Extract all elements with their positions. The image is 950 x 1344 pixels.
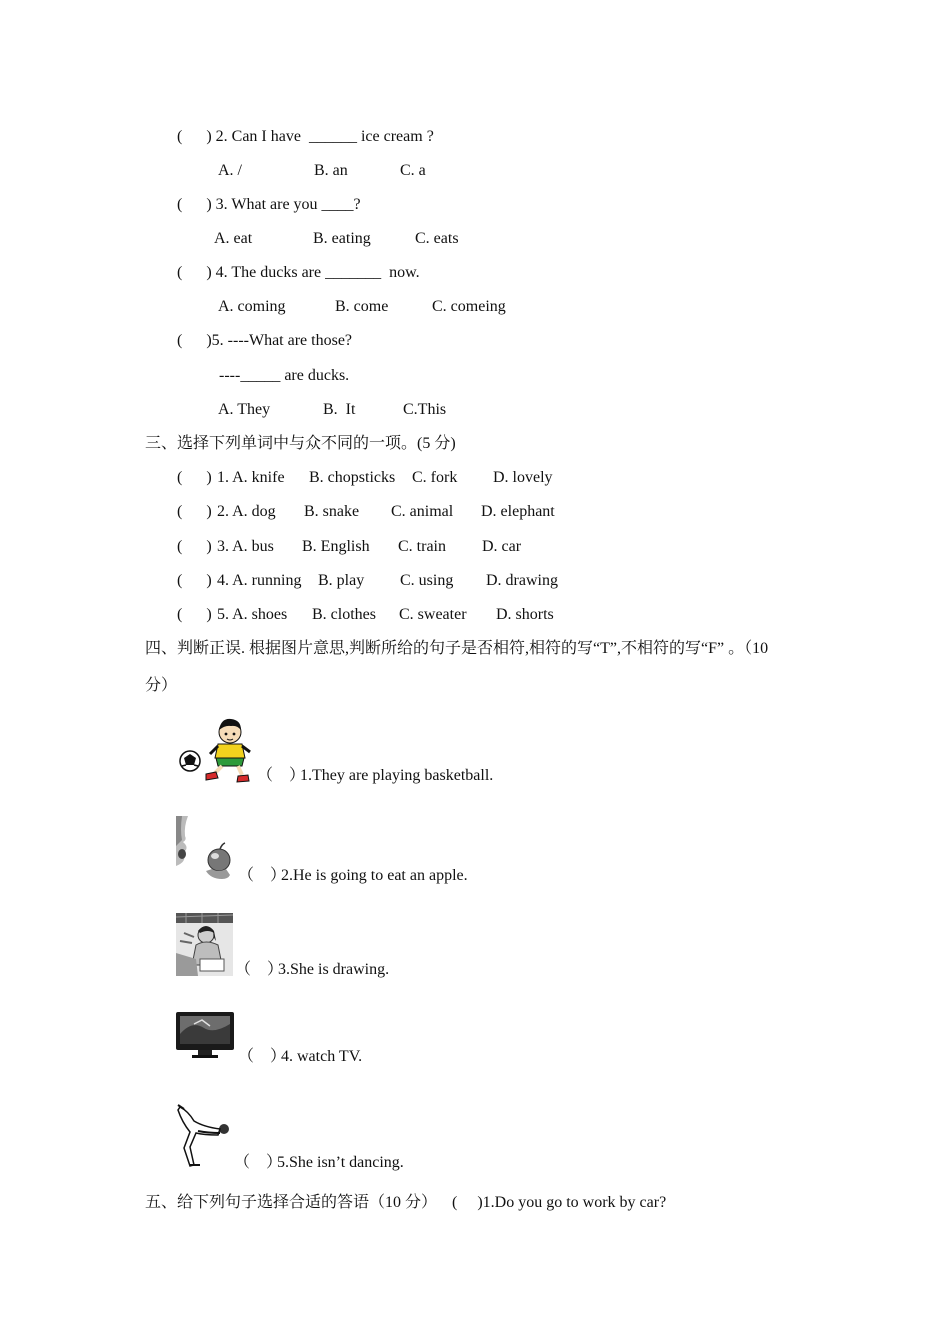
s3-row4-paren[interactable]: ( ) — [177, 572, 212, 589]
s4-item2-text: 2.He is going to eat an apple. — [281, 867, 468, 884]
boy-apple-picture — [176, 816, 236, 884]
s3-row3-paren[interactable]: ( ) — [177, 538, 212, 555]
s3-row2-d: D. elephant — [481, 503, 555, 520]
q5-stem: ( )5. ----What are those? — [177, 332, 353, 349]
s3-row2-b: B. snake — [304, 503, 360, 520]
s4-item4-paren[interactable]: （ ） — [238, 1048, 287, 1065]
s4-item3-text: 3.She is drawing. — [278, 961, 390, 978]
s3-row4-a: 4. A. running — [217, 572, 302, 589]
s3-row3-b: B. English — [302, 538, 370, 555]
s3-row4-d: D. drawing — [486, 572, 558, 589]
q4-option-c[interactable]: C. comeing — [432, 298, 506, 315]
s4-item1-text: 1.They are playing basketball. — [300, 767, 494, 784]
girl-drawing-picture — [176, 913, 233, 976]
section4-title-line1: 四、判断正误. 根据图片意思,判断所给的句子是否相符,相符的写“T”,不相符的写“F” 。（10 — [145, 640, 769, 657]
s3-row5-a: 5. A. shoes — [217, 606, 288, 623]
s4-item2-paren[interactable]: （ ） — [238, 867, 287, 884]
s4-item5-paren[interactable]: （ ） — [234, 1154, 283, 1171]
tv-picture — [176, 1012, 234, 1060]
q4-option-b[interactable]: B. come — [335, 298, 389, 315]
s3-row1-a: 1. A. knife — [217, 469, 285, 486]
q5-option-c[interactable]: C.This — [403, 401, 447, 418]
dancer-picture — [176, 1103, 234, 1169]
s3-row3-a: 3. A. bus — [217, 538, 274, 555]
s3-row5-c: C. sweater — [399, 606, 467, 623]
s3-row2-paren[interactable]: ( ) — [177, 503, 212, 520]
q3-option-b[interactable]: B. eating — [313, 230, 371, 247]
s5-q1[interactable]: ( )1.Do you go to work by car? — [452, 1194, 667, 1211]
q3-option-c[interactable]: C. eats — [415, 230, 459, 247]
q5-option-b[interactable]: B. It — [323, 401, 356, 418]
s4-item3-paren[interactable]: （ ） — [235, 961, 284, 978]
q4-option-a[interactable]: A. coming — [218, 298, 286, 315]
s3-row4-b: B. play — [318, 572, 365, 589]
boy-soccer-picture — [176, 716, 258, 784]
q2-stem: ( ) 2. Can I have ______ ice cream ? — [177, 128, 434, 145]
s3-row4-c: C. using — [400, 572, 454, 589]
s3-row3-d: D. car — [482, 538, 522, 555]
q3-option-a[interactable]: A. eat — [214, 230, 253, 247]
section4-title-line2: 分） — [145, 677, 178, 694]
s3-row5-paren[interactable]: ( ) — [177, 606, 212, 623]
s3-row2-c: C. animal — [391, 503, 454, 520]
s3-row1-b: B. chopsticks — [309, 469, 396, 486]
s3-row5-b: B. clothes — [312, 606, 376, 623]
s4-item5-text: 5.She isn’t dancing. — [277, 1154, 404, 1171]
s3-row1-paren[interactable]: ( ) — [177, 469, 212, 486]
section5-title: 五、给下列句子选择合适的答语（10 分） — [145, 1194, 438, 1211]
s3-row5-d: D. shorts — [496, 606, 554, 623]
section3-title: 三、选择下列单词中与众不同的一项。(5 分) — [145, 435, 456, 452]
q5-answer-line: ----_____ are ducks. — [219, 367, 350, 384]
q5-option-a[interactable]: A. They — [218, 401, 271, 418]
s3-row1-d: D. lovely — [493, 469, 553, 486]
q3-stem: ( ) 3. What are you ____? — [177, 196, 361, 213]
q4-stem: ( ) 4. The ducks are _______ now. — [177, 264, 420, 281]
q2-option-a[interactable]: A. / — [218, 162, 242, 179]
q2-option-c[interactable]: C. a — [400, 162, 426, 179]
s4-item1-paren[interactable]: （ ） — [257, 767, 306, 784]
s3-row2-a: 2. A. dog — [217, 503, 276, 520]
s3-row1-c: C. fork — [412, 469, 458, 486]
s3-row3-c: C. train — [398, 538, 446, 555]
s4-item4-text: 4. watch TV. — [281, 1048, 363, 1065]
q2-option-b[interactable]: B. an — [314, 162, 348, 179]
